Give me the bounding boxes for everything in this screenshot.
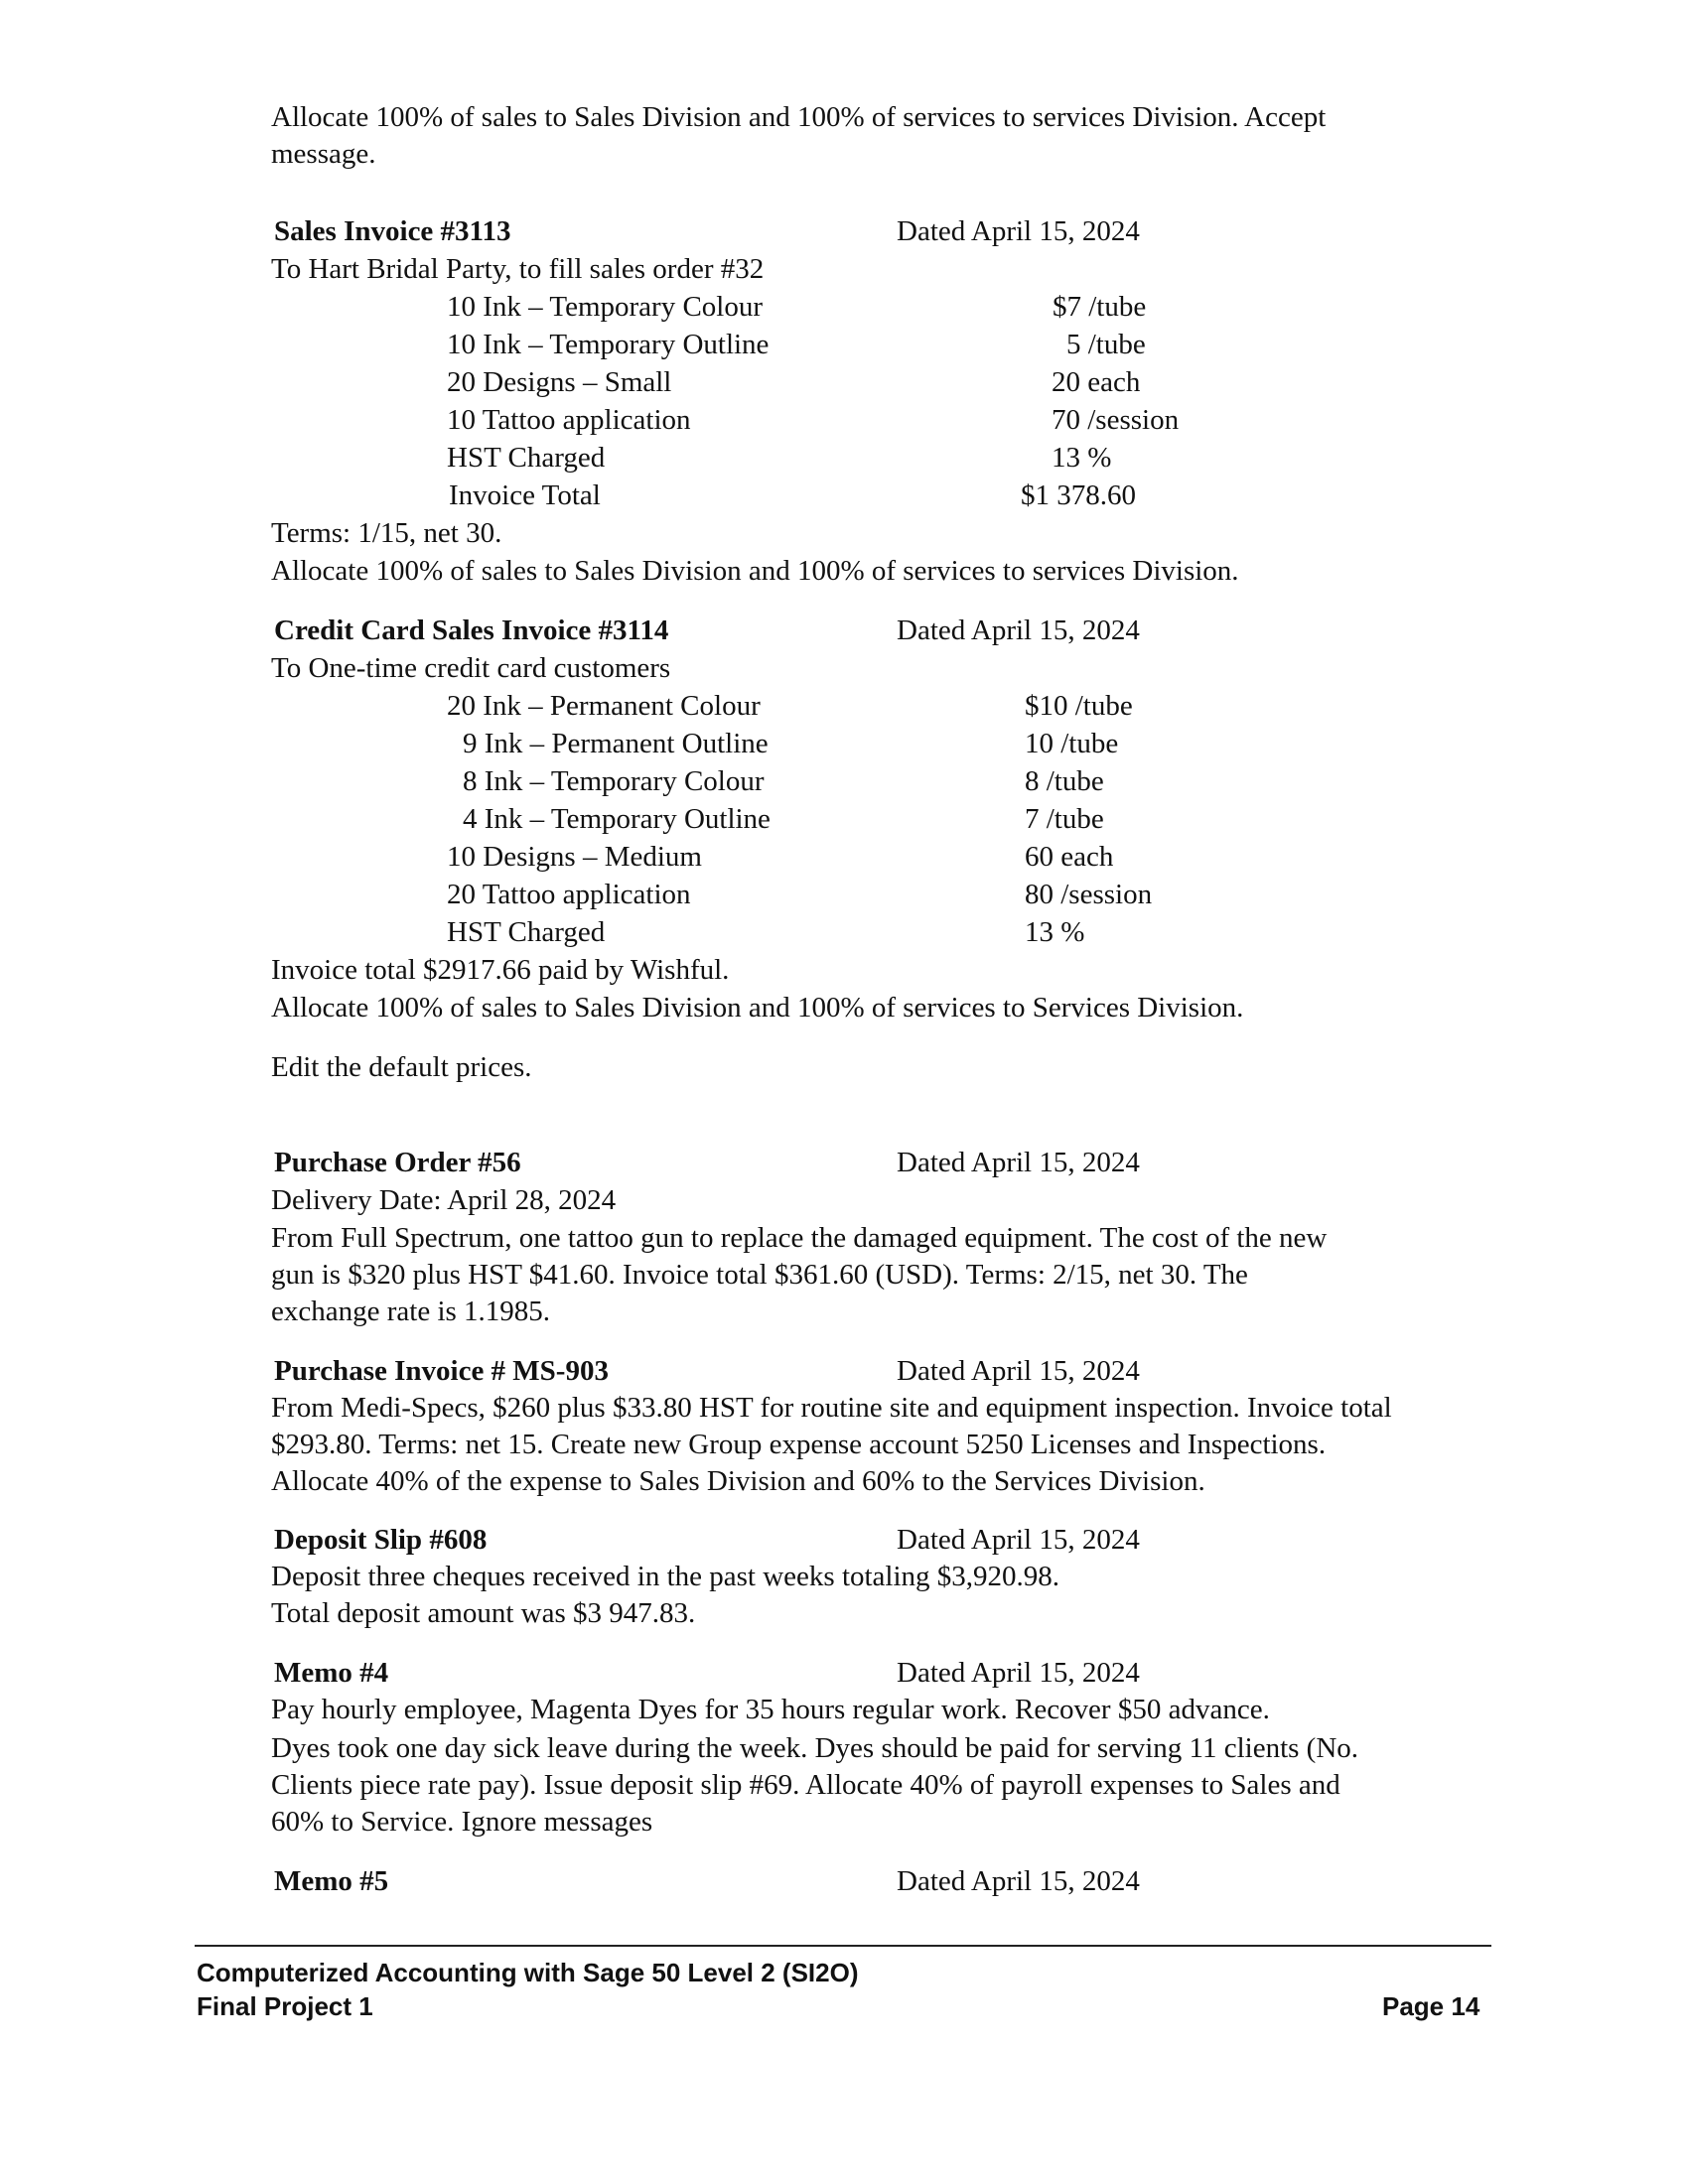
sales-item-desc: 10 Ink – Temporary Colour	[447, 291, 763, 323]
footer-project-title: Final Project 1	[197, 1991, 373, 2021]
memo4-line: Pay hourly employee, Magenta Dyes for 35 hours regular work. Recover $50 advance.	[271, 1694, 1270, 1725]
deposit-slip-date: Dated April 15, 2024	[897, 1524, 1140, 1556]
cc-item-desc: 20 Tattoo application	[447, 879, 691, 910]
memo4-date: Dated April 15, 2024	[897, 1657, 1140, 1689]
cc-item-price: 80 /session	[1025, 879, 1153, 910]
cc-item-price: 8 /tube	[1025, 765, 1104, 797]
cc-item-desc: 9 Ink – Permanent Outline	[463, 728, 769, 759]
sales-item-price: $7 /tube	[1053, 291, 1147, 323]
sales-invoice-date: Dated April 15, 2024	[897, 215, 1140, 247]
sales-item-price: 70 /session	[1052, 404, 1180, 436]
memo5-date: Dated April 15, 2024	[897, 1865, 1140, 1897]
sales-invoice-terms: Terms: 1/15, net 30.	[271, 517, 502, 549]
purchase-invoice-date: Dated April 15, 2024	[897, 1355, 1140, 1387]
sales-item-price: 5 /tube	[1066, 329, 1146, 360]
footer-course-title: Computerized Accounting with Sage 50 Level 2 (SI2O)	[197, 1958, 859, 1987]
memo4-line: Clients piece rate pay). Issue deposit slip #69. Allocate 40% of payroll expenses to Sales and	[271, 1769, 1340, 1801]
sales-item-desc: HST Charged	[447, 442, 606, 474]
cc-item-price: 13 %	[1025, 916, 1085, 948]
cc-invoice-allocate: Allocate 100% of sales to Sales Division and 100% of services to Services Division.	[271, 992, 1244, 1024]
purchase-order-date: Dated April 15, 2024	[897, 1147, 1140, 1178]
purchase-order-line: exchange rate is 1.1985.	[271, 1296, 551, 1327]
deposit-slip-title: Deposit Slip #608	[274, 1524, 488, 1556]
intro-line-2: message.	[271, 138, 376, 170]
cc-invoice-edit-note: Edit the default prices.	[271, 1051, 532, 1083]
cc-item-price: $10 /tube	[1025, 690, 1133, 722]
cc-item-price: 10 /tube	[1025, 728, 1119, 759]
cc-invoice-total: Invoice total $2917.66 paid by Wishful.	[271, 954, 730, 986]
purchase-order-line: From Full Spectrum, one tattoo gun to replace the damaged equipment. The cost of the new	[271, 1222, 1328, 1254]
intro-line-1: Allocate 100% of sales to Sales Division and 100% of services to services Division. Accept	[271, 101, 1327, 133]
purchase-order-line: gun is $320 plus HST $41.60. Invoice total $361.60 (USD). Terms: 2/15, net 30. The	[271, 1259, 1248, 1291]
cc-item-desc: 4 Ink – Temporary Outline	[463, 803, 771, 835]
cc-item-desc: 20 Ink – Permanent Colour	[447, 690, 761, 722]
memo4-title: Memo #4	[274, 1657, 389, 1689]
sales-item-desc: 10 Tattoo application	[447, 404, 691, 436]
memo5-title: Memo #5	[274, 1865, 389, 1897]
cc-item-desc: HST Charged	[447, 916, 606, 948]
cc-invoice-date: Dated April 15, 2024	[897, 614, 1140, 646]
purchase-order-title: Purchase Order #56	[274, 1147, 521, 1178]
sales-item-price: 20 each	[1052, 366, 1141, 398]
sales-item-desc: 10 Ink – Temporary Outline	[447, 329, 770, 360]
purchase-invoice-line: Allocate 40% of the expense to Sales Division and 60% to the Services Division.	[271, 1465, 1205, 1497]
sales-invoice-total-value: $1 378.60	[1021, 479, 1136, 511]
cc-invoice-title: Credit Card Sales Invoice #3114	[274, 614, 669, 646]
cc-item-desc: 8 Ink – Temporary Colour	[463, 765, 765, 797]
cc-invoice-to: To One-time credit card customers	[271, 652, 671, 684]
deposit-slip-line: Deposit three cheques received in the past weeks totaling $3,920.98.	[271, 1561, 1060, 1592]
sales-invoice-to: To Hart Bridal Party, to fill sales order #32	[271, 253, 765, 285]
purchase-invoice-title: Purchase Invoice # MS-903	[274, 1355, 609, 1387]
sales-invoice-allocate: Allocate 100% of sales to Sales Division and 100% of services to services Division.	[271, 555, 1239, 587]
sales-item-price: 13 %	[1052, 442, 1112, 474]
footer-page-number: Page 14	[1382, 1991, 1480, 2021]
cc-item-price: 7 /tube	[1025, 803, 1104, 835]
deposit-slip-line: Total deposit amount was $3 947.83.	[271, 1597, 696, 1629]
purchase-invoice-line: From Medi-Specs, $260 plus $33.80 HST for routine site and equipment inspection. Invoice total	[271, 1392, 1392, 1424]
cc-item-price: 60 each	[1025, 841, 1114, 873]
sales-invoice-title: Sales Invoice #3113	[274, 215, 511, 247]
cc-item-desc: 10 Designs – Medium	[447, 841, 702, 873]
footer-divider	[195, 1945, 1491, 1947]
memo4-line: 60% to Service. Ignore messages	[271, 1806, 653, 1838]
sales-item-desc: 20 Designs – Small	[447, 366, 672, 398]
purchase-order-delivery: Delivery Date: April 28, 2024	[271, 1184, 617, 1216]
sales-invoice-total-label: Invoice Total	[449, 479, 601, 511]
memo4-line: Dyes took one day sick leave during the week. Dyes should be paid for serving 11 clients (No.	[271, 1732, 1359, 1764]
purchase-invoice-line: $293.80. Terms: net 15. Create new Group expense account 5250 Licenses and Inspections.	[271, 1429, 1327, 1460]
